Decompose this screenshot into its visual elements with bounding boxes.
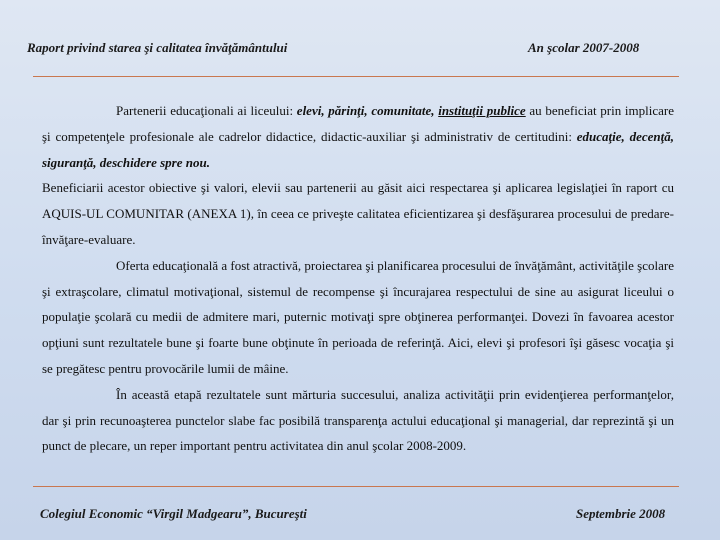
footer-date: Septembrie 2008 <box>576 506 666 521</box>
paragraph-text: Partenerii educaţionali ai liceului: <box>116 103 297 118</box>
paragraph-text: au beneficiat prin implicare şi competenţele profesionale ale cadrelor didactice, didactic-auxiliar şi administrativ de certitudini: <box>42 103 674 144</box>
paragraph-partners <box>42 98 674 175</box>
document-body <box>42 98 674 459</box>
emphasis-certitudes: educaţie, decenţă, siguranţă, deschidere spre nou. <box>42 128 674 170</box>
emphasis-public-institutions: instituţii publice <box>438 103 526 118</box>
footer-divider <box>33 486 679 487</box>
header-divider <box>33 76 679 77</box>
paragraph-results: În această etapă rezultatele sunt mărturia succesului, analiza activităţii prin evidenţierea performanţelor, dar şi prin recunoaşterea punctelor slabe fac posibilă transparenţa actului educaţional şi managerial, dar reprezintă şi un punct de plecare, un reper important pentru activitatea din anul şcolar 2008-2009. <box>42 386 674 454</box>
footer-institution: Colegiul Economic “Virgil Madgearu”, Bucureşti <box>40 506 307 521</box>
paragraph-offer: Oferta educaţională a fost atractivă, proiectarea şi planificarea procesului de învăţământ, activităţile şcolare şi extraşcolare, climatul motivaţional, sistemul de recompense şi încurajarea respectului de sine au asigurat liceului o populaţie şcolară cu medii de admitere mari, puternic motivaţi spre obţinerea performanţei. Dovezi în favoarea acestor opţiuni sunt rezultatele bune şi foarte bune obţinute în perioada de referinţă. Aici, elevi şi profesori îşi găsesc vocaţia şi se pregătesc pentru provocările lumii de mâine. <box>42 257 674 376</box>
header-school-year: An şcolar 2007-2008 <box>528 40 640 55</box>
header-title: Raport privind starea şi calitatea învăţământului <box>27 40 288 55</box>
paragraph-beneficiaries: Beneficiarii acestor obiective şi valori, elevii sau partenerii au găsit aici respectarea şi aplicarea legislaţiei în raport cu AQUIS-UL COMUNITAR (ANEXA 1), în ceea ce priveşte calitatea eficientizarea şi desfăşurarea procesului de predare-învăţare-evaluare. <box>42 180 674 247</box>
emphasis-partners: elevi, părinţi, comunitate, <box>296 103 439 118</box>
